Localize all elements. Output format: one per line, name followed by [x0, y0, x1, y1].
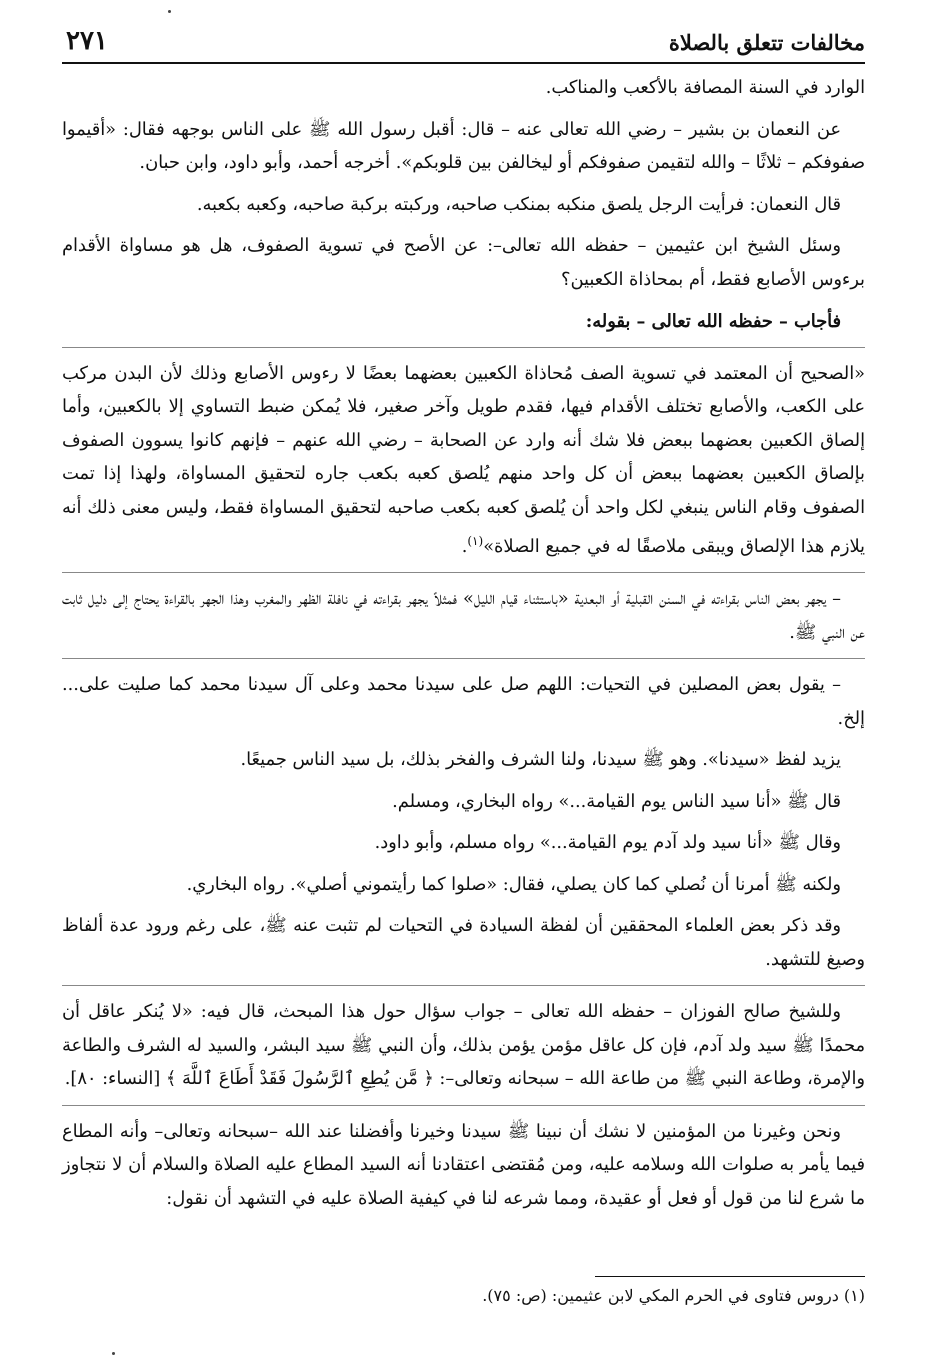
- quote-paragraph: «الصحيح أن المعتمد في تسوية الصف مُحاذاة الكعبين بعضهما بعضًا لا رءوس الأصابع وذلك لأن البدن مركب على الكعب، والأصابع تختلف الأقدام فيها، فقدم طويل وآخر صغير، فلا يُمكن ضبط التساوي إلا بالكعبين، وأما إلصاق الكعبين بعضهما ببعض فلا شك أنه وارد عن الصحابة – رضي الله عنهم – فإنهم كانوا يسوون الصفوف بإلصاق الكعبين بعضهما ببعض أن كل واحد منهم يُلصق كعبه بكعب جاره لتحقيق المساواة، ولهذا إذا تمت الصفوف وقام الناس ينبغي لكل واحد أن يُلصق كعبه بكعب صاحبه لتحقيق المساواة فقط، وليس معنى ذلك أنه يلازم هذا الإلصاق ويبقى ملاصقًا له في جميع الصلاة»$^{(١)}$.: [62, 363, 865, 557]
- paragraph: عن النعمان بن بشير – رضي الله تعالى عنه – قال: أقبل رسول الله ﷺ على الناس بوجهه فقال: «أقيموا صفوفكم – ثلاثًا – والله لتقيمن صفوفكم أو ليخالفن بين قلوبكم». أخرجه أحمد، وأبو داود، وابن حبان.: [62, 119, 865, 173]
- paragraph: قال النعمان: فرأيت الرجل يلصق منكبه بمنكب صاحبه، وركبته بركبة صاحبه، وكعبه بكعبه.: [196, 194, 841, 215]
- divider: [62, 1105, 865, 1106]
- footnote-rule: [595, 1276, 865, 1277]
- paragraph: – يقول بعض المصلين في التحيات: اللهم صل على سيدنا محمد وعلى آل سيدنا محمد كما صليت على... إلخ.: [62, 675, 865, 729]
- footnote: (١) دروس فتاوى في الحرم المكي لابن عثيمين: (ص: ٧٥).: [482, 1286, 865, 1305]
- paragraph: ولكنه ﷺ أمرنا أن نُصلي كما كان يصلي، فقال: «صلوا كما رأيتموني أصلي». رواه البخاري.: [186, 874, 841, 895]
- scan-speck: [168, 10, 171, 13]
- footnote-marker: (١): [467, 534, 484, 548]
- divider: [62, 347, 865, 348]
- running-title: مخالفات تتعلق بالصلاة: [668, 30, 865, 55]
- quote-text: «الصحيح أن المعتمد في تسوية الصف مُحاذاة الكعبين بعضهما بعضًا لا رءوس الأصابع وذلك لأن البدن مركب على الكعب، والأصابع تختلف الأقدام فيها، فقدم طويل وآخر صغير، فلا يُمكن ضبط التساوي إلا بالكعبين، وأما إلصاق الكعبين بعضهما ببعض فلا شك أنه وارد عن الصحابة – رضي الله عنهم – فإنهم كانوا يسوون الصفوف بإلصاق الكعبين بعضهما ببعض أن كل واحد منهم يُلصق كعبه بكعب جاره لتحقيق المساواة، ولهذا إذا تمت الصفوف وقام الناس ينبغي لكل واحد أن يُلصق كعبه بكعب صاحبه لتحقيق المساواة فقط، وليس معنى ذلك أنه يلازم هذا الإلصاق ويبقى ملاصقًا له في جميع الصلاة»: [62, 363, 865, 557]
- scan-speck: [112, 1352, 115, 1355]
- body-text: [62, 72, 865, 1224]
- page-number: ٢٧١: [66, 26, 108, 56]
- paragraph: الوارد في السنة المصافة بالأكعب والمناكب.: [545, 78, 865, 98]
- paragraph: وللشيخ صالح الفوزان – حفظه الله تعالى – جواب سؤال حول هذا المبحث، قال فيه: «لا يُنكر عاقل أن محمدًا ﷺ سيد ولد آدم، فإن كل عاقل مؤمن يؤمن بذلك، وأن النبي ﷺ سيد البشر، والسيد له الشرف والطاعة والإمرة، وطاعة النبي ﷺ من طاعة الله – سبحانه وتعالى–: ﴿ مَّن يُطِعِ ٱلرَّسُولَ فَقَدْ أَطَاعَ ٱللَّهَ ﴾ [النساء: ٨٠].: [62, 1002, 865, 1090]
- divider: [62, 985, 865, 986]
- paragraph: ونحن وغيرنا من المؤمنين لا نشك أن نبينا ﷺ سيدنا وخيرنا وأفضلنا عند الله –سبحانه وتعالى– وأنه المطاع فيما يأمر به صلوات الله وسلامه عليه، ومن مُقتضى اعتقادنا أنه السيد المطاع عليه الصلاة والسلام أن لا نتجاوز ما شرع لنا من قول أو فعل أو عقيدة، ومما شرعه لنا في كيفية الصلاة عليه في التشهد أن نقول:: [62, 1121, 865, 1209]
- paragraph: وسئل الشيخ ابن عثيمين – حفظه الله تعالى–: عن الأصح في تسوية الصفوف، هل هو مساواة الأقدام برءوس الأصابع فقط، أم بمحاذاة الكعبين؟: [62, 236, 865, 290]
- divider: [62, 658, 865, 659]
- divider: [62, 572, 865, 573]
- page-header: [62, 26, 865, 64]
- paragraph: – يجهر بعض الناس بقراءته في السنن القبلية أو البعدية «باستثناء قيام الليل» فمثلاً يجهر بقراءته في نافلة الظهر والمغرب وهذا الجهر بالقراءة يحتاج إلى دليل ثابت عن النبي ﷺ.: [62, 589, 865, 643]
- paragraph: وقال ﷺ «أنا سيد ولد آدم يوم القيامة...» رواه مسلم، وأبو داود.: [374, 833, 841, 854]
- paragraph: فأجاب – حفظه الله تعالى – بقوله:: [585, 311, 841, 332]
- paragraph: يزيد لفظ «سيدنا». وهو ﷺ سيدنا، ولنا الشرف والفخر بذلك، بل سيد الناس جميعًا.: [240, 750, 841, 771]
- paragraph: قال ﷺ «أنا سيد الناس يوم القيامة...» رواه البخاري، ومسلم.: [392, 791, 841, 812]
- paragraph: وقد ذكر بعض العلماء المحققين أن لفظة السيادة في التحيات لم تثبت عنه ﷺ، على رغم ورود عدة ألفاظ وصيغ للتشهد.: [62, 916, 865, 970]
